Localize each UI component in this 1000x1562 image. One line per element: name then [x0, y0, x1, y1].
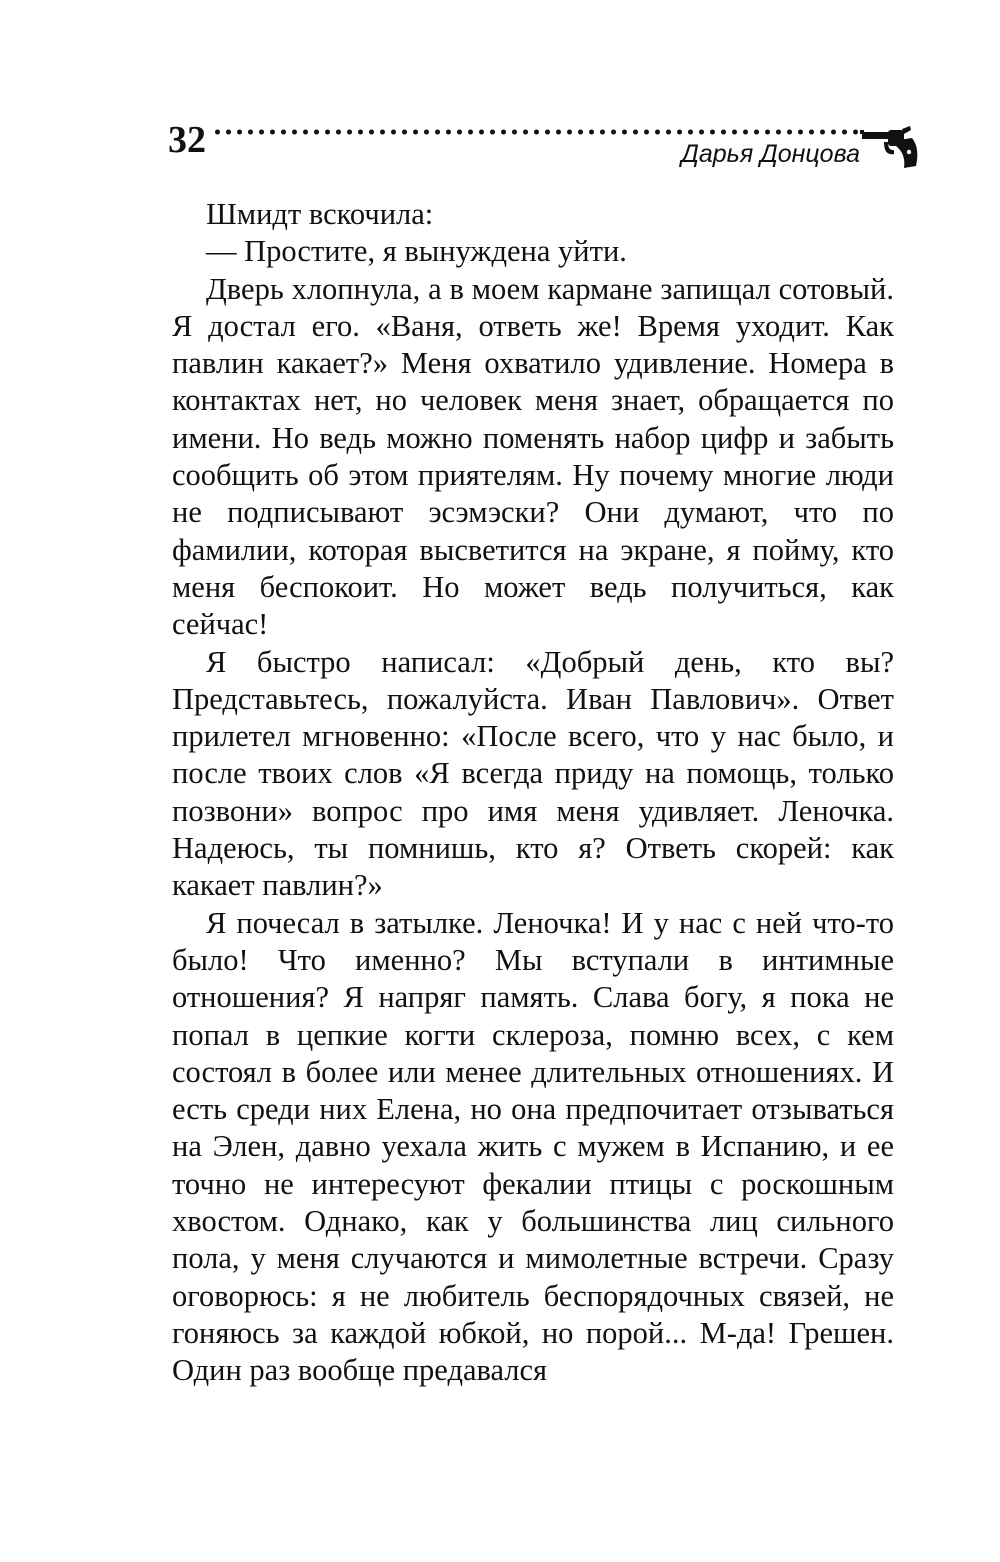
- dotted-rule: [212, 128, 864, 136]
- revolver-icon: [860, 126, 920, 170]
- paragraph: Дверь хлопнула, а в моем кармане запищал сотовый. Я достал его. «Ваня, ответь же! Время уходит. Как павлин какает?» Меня охватило удивление. Номера в контактах нет, но человек меня знает, обращается по имени. Но ведь можно поменять набор цифр и забыть сообщить об этом приятелям. Ну почему многие люди не подписывают эсэмэски? Они думают, что по фамилии, которая высветится на экране, я пойму, кто меня беспокоит. Но может ведь получиться, как сейчас!: [172, 271, 894, 642]
- paragraph: Я быстро написал: «Добрый день, кто вы? Представьтесь, пожалуйста. Иван Павлович». Ответ прилетел мгновенно: «После всего, что у нас было, и после твоих слов «Я всегда приду на помощь, только позвони» вопрос про имя меня удивляет. Леночка. Надеюсь, ты помнишь, кто я? Ответь скорей: как какает павлин?»: [172, 644, 894, 903]
- page-number: 32: [168, 119, 206, 161]
- page-header: [168, 118, 928, 178]
- paragraph: Я почесал в затылке. Леночка! И у нас с ней что-то было! Что именно? Мы вступали в интимные отношения? Я напряг память. Слава богу, я пока не попал в цепкие когти склероза, помню всех, с кем состоял в более или менее длительных отношениях. И есть среди них Елена, но она предпочитает отзываться на Элен, давно уехала жить с мужем в Испанию, и ее точно не интересуют фекалии птицы с роскошным хвостом. Однако, как у большинства лиц сильного пола, у меня случаются и мимолетные встречи. Сразу оговорюсь: я не любитель беспорядочных связей, не гоняюсь за каждой юбкой, но порой... М-да! Грешен. Один раз вообще предавался: [172, 905, 894, 1388]
- running-head-author: Дарья Донцова: [681, 140, 860, 168]
- page-body: [172, 196, 894, 1390]
- paragraph: — Простите, я вынуждена уйти.: [206, 234, 627, 269]
- paragraph: Шмидт вскочила:: [206, 197, 434, 231]
